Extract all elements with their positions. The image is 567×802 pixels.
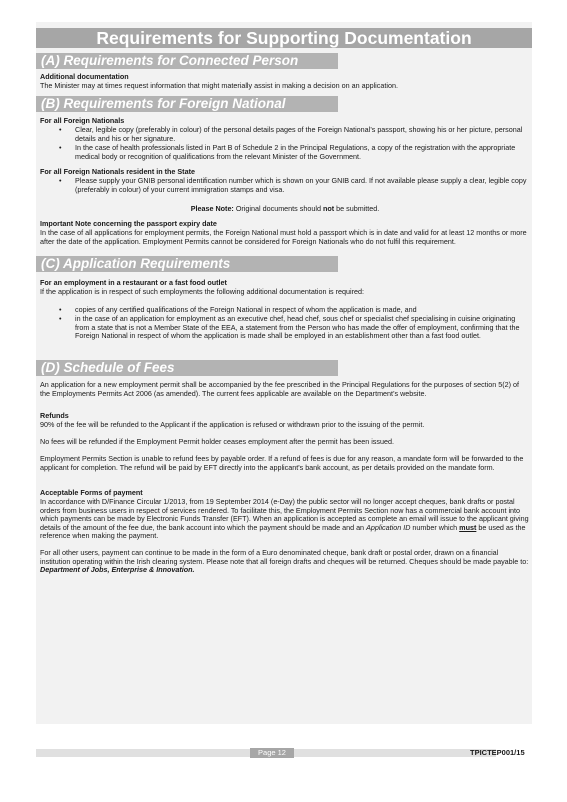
please-note-text: Original documents should [235, 204, 323, 213]
section-c-heading: (C) Application Requirements [36, 256, 338, 272]
other-users-text-start: For all other users, payment can continue to be made in the form of a Euro denominated cheque, bank draft or postal order, drawn on a financial institution operating within the Irish clearing system. Please note that all foreign drafts and cheques will be returned. Cheques should be made payable to: [40, 548, 529, 566]
please-note [40, 205, 530, 214]
section-a-text: The Minister may at times request information that might materially assist in making a decision on an application. [40, 81, 398, 90]
section-a-heading: (A) Requirements for Connected Person [36, 53, 338, 69]
no-refund-text: No fees will be refunded if the Employment Permit holder ceases employment after the permit has been issued. [40, 437, 394, 446]
bullet-icon: • [59, 314, 62, 323]
payment-text-start: In accordance with D/Finance Circular 1/2013, from 19 September 2014 (e-Day) the public sector will no longer accept cheques, bank drafts or postal orders from business users in respect of services rendered. To facilitate this, the Employment Permits Section now has a commercial bank account into which payments can be made by Electronic Funds Transfer (EFT). When an application is accepted as complete an email will issue to the applicant giving details of the amount of the fee due, the bank account into which the payment should be made and an [40, 497, 529, 532]
please-note-text-end: be submitted. [334, 204, 380, 213]
please-note-strong: not [322, 204, 335, 213]
section-a-subheading: Additional documentation [40, 72, 129, 81]
refunds-text: 90% of the fee will be refunded to the Applicant if the application is refused or withdrawn prior to the issuing of the permit. [40, 420, 425, 429]
page-number: Page 12 [250, 748, 294, 758]
bullet-icon: • [59, 125, 62, 134]
section-b-bullet-2: In the case of health professionals listed in Part B of Schedule 2 in the Principal Regulations, a copy of the registration with the appropriate medical body or recognition of qualifications from the relevant Minister of the Government. [75, 143, 516, 161]
payment-text-mid: number which [410, 522, 460, 532]
page-title: Requirements for Supporting Documentation [36, 28, 532, 48]
refund-mandate-text: Employment Permits Section is unable to refund fees by payable order. If a refund of fees is due for any reason, a mandate form will be forwarded to the applicant for completion. The refund will be paid by EFT directly into the applicant's bank account, as per details provided on the mandate form. [40, 454, 524, 472]
section-d-intro: An application for a new employment permit shall be accompanied by the fee prescribed in the Principal Regulations for the purposes of section 5(2) of the Employments Permits Act 2006 (as amended). The current fees applicable are available on the Department’s website. [40, 380, 520, 398]
payment-must: must [459, 522, 477, 532]
other-users-text [40, 549, 530, 575]
payee-name: Department of Jobs, Enterprise & Innovation. [40, 565, 195, 575]
bullet-icon: • [59, 176, 62, 185]
section-b-subheading-2: For all Foreign Nationals resident in the State [40, 167, 195, 176]
section-b-subheading-1: For all Foreign Nationals [40, 116, 125, 125]
payment-text-end: be used as the reference when making the payment. [40, 522, 526, 541]
refunds-heading: Refunds [40, 411, 69, 420]
payment-heading: Acceptable Forms of payment [40, 488, 143, 497]
document-code: TPICTEP001/15 [470, 748, 525, 757]
section-b-bullet-3: Please supply your GNIB personal identification number which is shown on your GNIB card. If not available please supply a clear, legible copy (preferably in colour) of your current immigration stamps and visa. [75, 176, 527, 194]
please-note-label: Please Note: [190, 204, 234, 213]
bullet-icon: • [59, 305, 62, 314]
section-c-subheading: For an employment in a restaurant or a fast food outlet [40, 278, 227, 287]
payment-text [40, 498, 530, 541]
section-b-heading: (B) Requirements for Foreign National [36, 96, 338, 112]
bullet-icon: • [59, 143, 62, 152]
section-c-bullet-2: in the case of an application for employment as an executive chef, head chef, sous chef or specialist chef specialising in cuisine originating from a state that is not a Member State of the EEA, a statement from the Person who has made the offer of employment, confirming that the Foreign National in respect of whom the application is made shall be employed in an establishment other than a fast food outlet. [75, 314, 520, 341]
section-c-bullet-1: copies of any certified qualifications of the Foreign National in respect of whom the application is made, and [75, 305, 417, 314]
section-b-bullet-1: Clear, legible copy (preferably in colour) of the personal details pages of the Foreign National’s passport, showing his or her picture, personal details and his or her signature. [75, 125, 523, 143]
section-b-passport-text: In the case of all applications for employment permits, the Foreign National must hold a passport which is in date and valid for at least 12 months or more after the date of the application. Employment Permits cannot be considered for Foreign Nationals who do not fulfil this requirement. [40, 228, 527, 246]
section-b-subheading-3: Important Note concerning the passport expiry date [40, 219, 217, 228]
section-c-text: If the application is in respect of such employments the following additional documentation is required: [40, 287, 365, 296]
payment-application-id: Application ID [366, 522, 411, 532]
section-d-heading: (D) Schedule of Fees [36, 360, 338, 376]
